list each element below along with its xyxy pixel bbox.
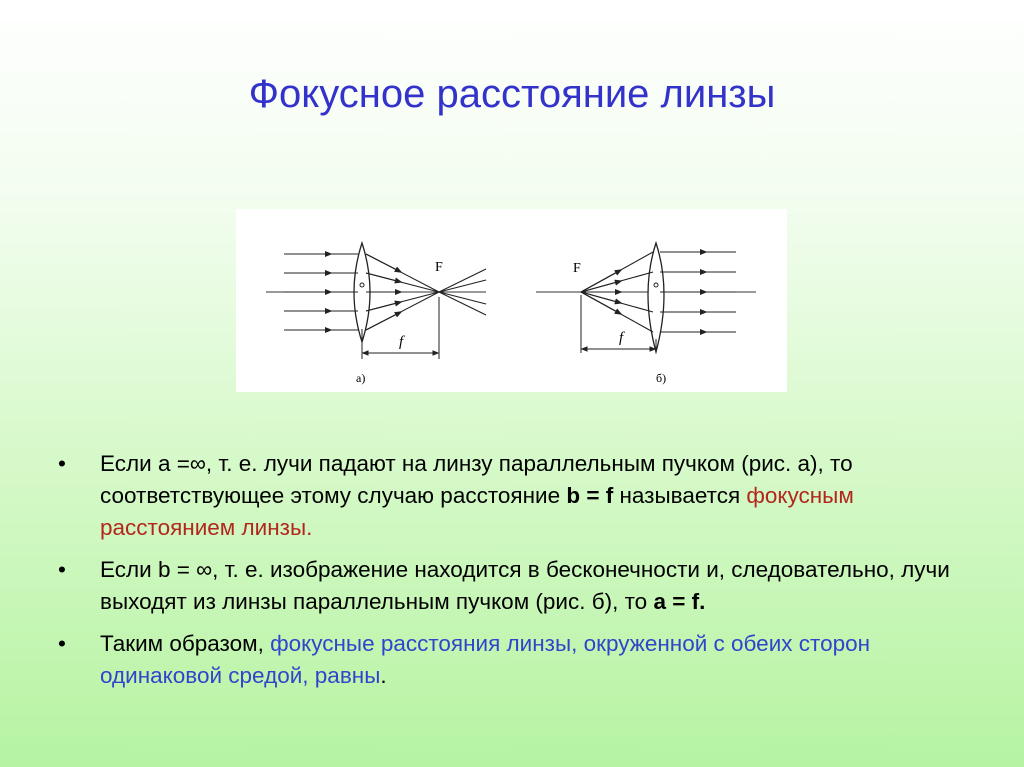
bullet-marker: • (58, 557, 66, 582)
bullet-item (58, 448, 958, 544)
bullet-item (58, 554, 958, 618)
lens-diagram-svg (236, 209, 787, 392)
bullet-item (58, 628, 958, 692)
bullet-text-bold: b = f (566, 483, 614, 508)
slide-title: Фокусное расстояние линзы (248, 72, 776, 116)
caption-a: а) (356, 371, 366, 385)
focus-label-b: F (573, 261, 581, 276)
bullet-text-normal: . (380, 663, 387, 688)
bullet-text-red: фокусным расстоянием линзы. (100, 483, 854, 540)
bullet-text-normal: Если а =∞, т. е. лучи падают на линзу параллельным пучком (рис. а), то соответствующее этому случаю расстояние (100, 451, 853, 508)
bullet-text-normal: Таким образом, (100, 631, 271, 656)
bullet-list (58, 448, 958, 702)
bullet-marker: • (58, 631, 66, 656)
caption-b: б) (656, 371, 667, 385)
focus-label-a: F (435, 260, 443, 275)
distance-label-a: f (399, 334, 404, 350)
bullet-text-blue: фокусные расстояния линзы, окруженной с обеих сторон одинаковой средой, равны (100, 631, 871, 688)
bullet-marker: • (58, 451, 66, 476)
outgoing-rays-b (660, 252, 736, 332)
incoming-rays-a (284, 254, 358, 330)
convex-lens-b (648, 243, 664, 352)
bullet-text-normal: называется (613, 483, 747, 508)
bullet-text-normal: Если b = ∞, т. е. изображение находится в бесконечности и, следовательно, лучи выходят из линзы параллельным пучком (рис. б), то (100, 557, 950, 614)
diagram-a (266, 243, 486, 385)
distance-label-b: f (619, 330, 624, 346)
diagram-b (536, 243, 756, 385)
lens-focal-diagram (236, 209, 787, 392)
bullet-text-bold: а = f. (653, 589, 706, 614)
